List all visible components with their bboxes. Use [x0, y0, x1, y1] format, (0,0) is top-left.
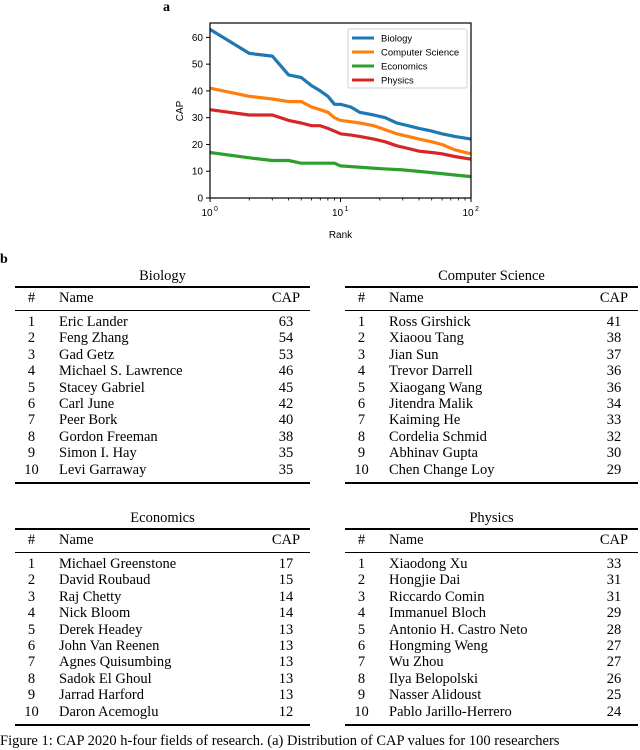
table-bottom-rule — [345, 482, 638, 484]
cell-rank: 4 — [27, 605, 36, 622]
cell-name: Hongjie Dai — [389, 572, 461, 589]
table-top-rule — [345, 286, 638, 288]
table-mid-rule — [15, 310, 310, 311]
cell-rank: 9 — [27, 687, 36, 704]
table-row — [345, 556, 638, 572]
table-row — [15, 330, 310, 346]
y-tick-label: 0 — [197, 193, 203, 205]
cell-cap: 13 — [278, 654, 294, 671]
cell-name: Kaiming He — [389, 412, 461, 429]
cell-name: Derek Headey — [59, 621, 143, 638]
cell-name: Pablo Jarillo-Herrero — [389, 703, 512, 720]
cell-rank: 10 — [24, 703, 39, 720]
cell-cap: 13 — [278, 638, 294, 654]
cell-cap: 26 — [606, 670, 622, 687]
table-top-rule — [15, 528, 310, 530]
x-tick-exponent: 1 — [344, 206, 349, 213]
cell-name: Stacey Gabriel — [59, 379, 145, 396]
header-cap: CAP — [271, 290, 301, 306]
table-row — [345, 380, 638, 396]
table-row — [345, 462, 638, 478]
header-rank: # — [357, 290, 366, 306]
table-row — [345, 330, 638, 346]
table-row — [345, 429, 638, 445]
cell-name: Abhinav Gupta — [389, 445, 478, 462]
cell-cap: 24 — [606, 703, 622, 720]
cell-rank: 3 — [357, 346, 366, 363]
cell-rank: 10 — [24, 461, 39, 478]
cell-name: Gad Getz — [59, 346, 115, 363]
y-tick-label: 20 — [191, 139, 203, 151]
cell-rank: 9 — [357, 687, 366, 704]
cell-rank: 4 — [357, 605, 366, 622]
table-mid-rule — [15, 552, 310, 553]
table-row — [345, 687, 638, 703]
table-row — [15, 605, 310, 621]
legend-entry: Physics — [381, 75, 414, 87]
cell-cap: 15 — [278, 572, 294, 589]
cell-name: Feng Zhang — [59, 330, 129, 347]
y-tick-label: 60 — [191, 32, 203, 44]
cell-rank: 3 — [27, 588, 36, 605]
cell-cap: 33 — [606, 412, 622, 429]
header-name: Name — [389, 290, 424, 306]
header-cap: CAP — [599, 532, 629, 548]
table-economics — [15, 508, 310, 728]
cell-name: Jitendra Malik — [389, 396, 474, 412]
table-title: Physics — [469, 510, 514, 526]
cell-rank: 2 — [27, 330, 36, 347]
table-row — [15, 556, 310, 572]
cell-cap: 31 — [606, 572, 622, 589]
x-tick-label: 10 — [462, 208, 474, 219]
cell-name: Jian Sun — [389, 346, 439, 363]
cell-cap: 36 — [606, 363, 622, 380]
table-row — [15, 412, 310, 428]
cell-rank: 9 — [357, 445, 366, 462]
cell-name: Riccardo Comin — [389, 588, 485, 605]
table-title: Economics — [130, 510, 195, 526]
cell-rank: 10 — [354, 461, 369, 478]
cell-rank: 9 — [27, 445, 36, 462]
cell-rank: 4 — [27, 363, 36, 380]
cell-rank: 6 — [27, 638, 36, 654]
table-row — [15, 314, 310, 330]
cell-rank: 1 — [27, 556, 36, 572]
table-biology — [15, 266, 310, 486]
cell-name: Immanuel Bloch — [389, 605, 487, 622]
cell-name: Michael S. Lawrence — [59, 363, 183, 380]
table-row — [15, 638, 310, 654]
table-top-rule — [15, 286, 310, 288]
cell-name: Simon I. Hay — [59, 445, 137, 462]
legend-entry: Economics — [381, 61, 428, 73]
x-axis-label: Rank — [328, 230, 353, 241]
header-rank: # — [27, 290, 36, 306]
cell-rank: 5 — [357, 379, 366, 396]
cell-cap: 14 — [278, 605, 294, 622]
cell-rank: 5 — [27, 379, 36, 396]
table-row — [345, 605, 638, 621]
header-rank: # — [27, 532, 36, 548]
header-name: Name — [59, 290, 94, 306]
table-header-row — [345, 532, 638, 548]
cell-cap: 45 — [278, 379, 294, 396]
cell-cap: 28 — [606, 621, 622, 638]
table-row — [15, 445, 310, 461]
x-tick-exponent: 2 — [475, 206, 479, 213]
panel-label-a: a — [163, 0, 170, 15]
cell-cap: 40 — [278, 412, 294, 429]
y-tick-label: 10 — [191, 166, 203, 178]
header-name: Name — [59, 532, 94, 548]
cell-name: Jarrad Harford — [59, 687, 144, 704]
cell-name: Ross Girshick — [389, 314, 471, 330]
cell-rank: 3 — [27, 346, 36, 363]
table-physics — [345, 508, 638, 728]
cell-rank: 2 — [357, 572, 366, 589]
cell-rank: 8 — [27, 428, 36, 445]
table-top-rule — [345, 528, 638, 530]
legend-entry: Computer Science — [381, 47, 460, 59]
cell-rank: 5 — [357, 621, 366, 638]
table-row — [345, 412, 638, 428]
cell-rank: 7 — [357, 654, 366, 671]
y-tick-label: 30 — [191, 113, 203, 125]
cell-name: Eric Lander — [59, 314, 128, 330]
cell-rank: 7 — [27, 654, 36, 671]
cell-cap: 13 — [278, 687, 294, 704]
cell-cap: 33 — [606, 556, 622, 572]
cell-name: Gordon Freeman — [59, 428, 158, 445]
panel-label-b: b — [0, 252, 8, 267]
cell-cap: 63 — [278, 314, 294, 330]
cell-name: Trevor Darrell — [389, 363, 473, 380]
cell-rank: 6 — [27, 396, 36, 412]
table-row — [15, 572, 310, 588]
cell-name: Daron Acemoglu — [59, 703, 159, 720]
cell-rank: 6 — [357, 638, 366, 654]
y-tick-label: 50 — [191, 59, 203, 71]
cell-rank: 8 — [357, 670, 366, 687]
cell-name: Raj Chetty — [59, 588, 122, 605]
cell-cap: 46 — [278, 363, 294, 380]
cell-cap: 34 — [606, 396, 622, 412]
cell-rank: 3 — [357, 588, 366, 605]
cell-rank: 6 — [357, 396, 366, 412]
cell-cap: 30 — [606, 445, 622, 462]
cell-cap: 41 — [606, 314, 622, 330]
cell-rank: 7 — [27, 412, 36, 429]
cell-name: Hongming Weng — [389, 638, 488, 654]
series-line-computer-science — [210, 88, 471, 154]
table-row — [345, 638, 638, 654]
cell-rank: 1 — [357, 556, 366, 572]
table-header-row — [345, 290, 638, 306]
cell-name: Nick Bloom — [59, 605, 131, 622]
cell-name: Xiaodong Xu — [389, 556, 468, 572]
table-row — [15, 363, 310, 379]
cell-cap: 36 — [606, 379, 622, 396]
table-row — [15, 380, 310, 396]
header-cap: CAP — [271, 532, 301, 548]
cell-cap: 29 — [606, 605, 622, 622]
figure-caption: Figure 1: CAP 2020 h-four fields of research. (a) Distribution of CAP values for 100 researchers — [0, 733, 560, 749]
cell-rank: 8 — [27, 670, 36, 687]
cell-name: Peer Bork — [59, 412, 118, 429]
cell-cap: 29 — [606, 461, 622, 478]
cap-rank-line-chart — [0, 0, 640, 250]
cell-name: Wu Zhou — [389, 654, 444, 671]
table-row — [345, 589, 638, 605]
cell-cap: 31 — [606, 588, 622, 605]
table-row — [15, 687, 310, 703]
cell-name: Chen Change Loy — [389, 461, 495, 478]
x-tick-label: 10 — [201, 208, 213, 219]
table-row — [345, 572, 638, 588]
header-cap: CAP — [599, 290, 629, 306]
cell-cap: 38 — [606, 330, 622, 347]
table-row — [15, 396, 310, 412]
table-row — [15, 589, 310, 605]
table-mid-rule — [345, 310, 638, 311]
table-row — [345, 314, 638, 330]
cell-rank: 2 — [357, 330, 366, 347]
cell-cap: 27 — [606, 638, 622, 654]
table-row — [345, 363, 638, 379]
table-row — [15, 429, 310, 445]
cell-cap: 12 — [278, 703, 294, 720]
header-name: Name — [389, 532, 424, 548]
cell-name: Sadok El Ghoul — [59, 670, 152, 687]
cell-rank: 2 — [27, 572, 36, 589]
table-row — [345, 622, 638, 638]
table-header-row — [15, 290, 310, 306]
cell-rank: 1 — [27, 314, 36, 330]
cell-cap: 42 — [278, 396, 294, 412]
table-title: Biology — [139, 268, 186, 284]
table-row — [345, 445, 638, 461]
cell-cap: 35 — [278, 445, 294, 462]
cell-cap: 32 — [606, 428, 622, 445]
cell-cap: 14 — [278, 588, 294, 605]
cell-name: David Roubaud — [59, 572, 151, 589]
cell-rank: 8 — [357, 428, 366, 445]
table-mid-rule — [345, 552, 638, 553]
table-row — [345, 396, 638, 412]
table-bottom-rule — [345, 724, 638, 726]
cell-name: Michael Greenstone — [59, 556, 177, 572]
table-row — [15, 654, 310, 670]
cell-name: Levi Garraway — [59, 461, 147, 478]
cell-cap: 54 — [278, 330, 294, 347]
series-line-physics — [210, 110, 471, 160]
table-row — [15, 347, 310, 363]
table-row — [15, 704, 310, 720]
cell-name: Nasser Alidoust — [389, 687, 482, 704]
legend-entry: Biology — [381, 33, 413, 45]
cell-rank: 4 — [357, 363, 366, 380]
cell-rank: 1 — [357, 314, 366, 330]
table-row — [345, 654, 638, 670]
y-axis-label: CAP — [175, 100, 186, 122]
cell-cap: 37 — [606, 346, 622, 363]
header-rank: # — [357, 532, 366, 548]
x-tick-exponent: 0 — [214, 206, 218, 213]
cell-name: Antonio H. Castro Neto — [389, 621, 528, 638]
cell-cap: 13 — [278, 670, 294, 687]
cell-cap: 35 — [278, 461, 294, 478]
cell-cap: 27 — [606, 654, 622, 671]
table-row — [345, 704, 638, 720]
cell-cap: 25 — [606, 687, 622, 704]
table-bottom-rule — [15, 724, 310, 726]
cell-name: Xiaogang Wang — [389, 379, 483, 396]
table-row — [15, 622, 310, 638]
table-bottom-rule — [15, 482, 310, 484]
cell-rank: 5 — [27, 621, 36, 638]
table-header-row — [15, 532, 310, 548]
table-row — [345, 347, 638, 363]
y-tick-label: 40 — [191, 86, 203, 98]
cell-name: Agnes Quisumbing — [59, 654, 172, 671]
cell-cap: 38 — [278, 428, 294, 445]
table-row — [345, 671, 638, 687]
cell-name: Xiaoou Tang — [389, 330, 464, 347]
cell-name: Cordelia Schmid — [389, 428, 487, 445]
series-line-economics — [210, 153, 471, 177]
cell-cap: 13 — [278, 621, 294, 638]
cell-rank: 10 — [354, 703, 369, 720]
cell-cap: 53 — [278, 346, 294, 363]
cell-name: Carl June — [59, 396, 115, 412]
cell-name: John Van Reenen — [59, 638, 160, 654]
table-row — [15, 671, 310, 687]
table-title: Computer Science — [438, 268, 545, 284]
table-row — [15, 462, 310, 478]
cell-name: Ilya Belopolski — [389, 670, 479, 687]
table-computer-science — [345, 266, 638, 486]
x-tick-label: 10 — [331, 208, 344, 219]
cell-rank: 7 — [357, 412, 366, 429]
cell-cap: 17 — [278, 556, 294, 572]
